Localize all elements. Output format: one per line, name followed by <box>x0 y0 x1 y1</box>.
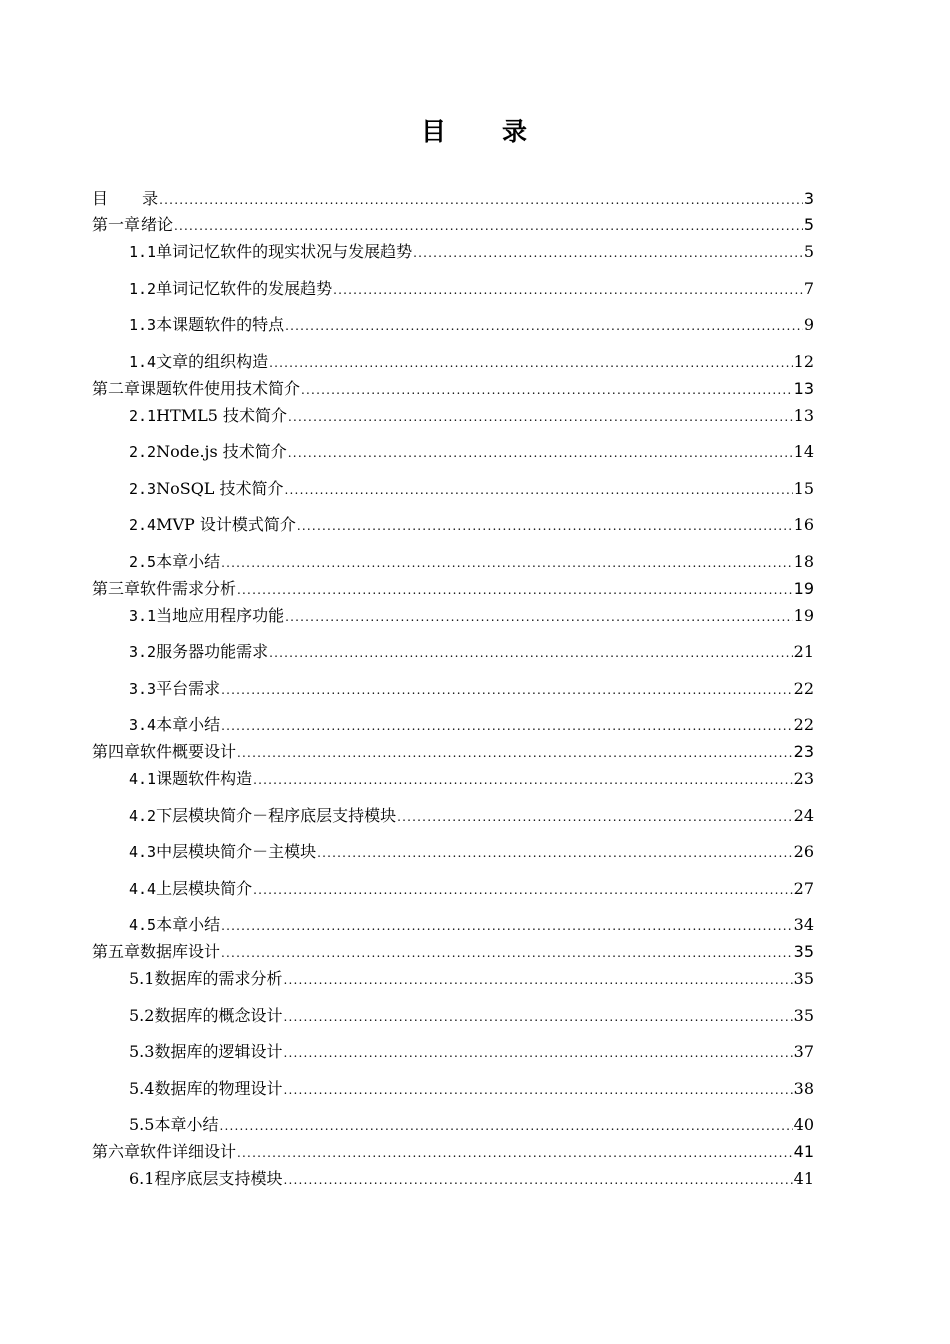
toc-entry-title: 课题软件使用技术简介 <box>140 378 301 398</box>
toc-section-number: 2.3 <box>129 479 157 498</box>
toc-section-number: 2.2 <box>129 443 157 461</box>
toc-dot-leader <box>269 639 793 667</box>
toc-page-number: 9 <box>803 315 814 334</box>
toc-page-number: 41 <box>793 1169 814 1188</box>
toc-entry-title: 服务器功能需求 <box>156 642 269 661</box>
table-of-contents <box>92 186 814 1193</box>
toc-page-number: 19 <box>793 578 814 598</box>
toc-section-number: 3.4 <box>129 716 157 734</box>
toc-section-number: 1.3 <box>129 316 157 334</box>
toc-page-number: 5 <box>803 215 814 234</box>
toc-dot-leader <box>159 187 803 213</box>
toc-page-number: 5 <box>803 242 814 261</box>
toc-dot-leader <box>288 403 793 431</box>
toc-section-number: 4.1 <box>129 770 157 788</box>
toc-page-number: 22 <box>793 678 814 698</box>
toc-page-number: 19 <box>793 605 814 625</box>
toc-dot-leader <box>285 312 803 340</box>
toc-section-entry[interactable] <box>92 602 814 639</box>
toc-dot-leader <box>317 839 793 867</box>
toc-section-entry[interactable] <box>92 402 814 439</box>
toc-entry-title: 本章小结 <box>156 915 221 934</box>
toc-dot-leader <box>253 876 793 904</box>
toc-entry-title: 本章小结 <box>156 715 221 734</box>
toc-entry-title: HTML5 技术简介 <box>156 405 287 425</box>
toc-section-number: 4.5 <box>129 916 157 934</box>
toc-section-number: 3.3 <box>129 679 157 698</box>
toc-entry-title: 录 <box>142 189 159 208</box>
toc-section-entry[interactable] <box>92 965 814 1002</box>
toc-dot-leader <box>174 213 803 239</box>
toc-chapter-entry[interactable] <box>92 1139 814 1165</box>
toc-entry-title: 程序底层支持模块 <box>154 1169 283 1188</box>
toc-page-number: 15 <box>793 478 814 498</box>
toc-section-entry[interactable] <box>92 875 814 912</box>
toc-entry-title: 下层模块简介－程序底层支持模块 <box>156 805 397 825</box>
toc-page-number: 13 <box>793 405 814 425</box>
toc-dot-leader <box>301 377 793 403</box>
toc-section-entry[interactable] <box>92 911 814 939</box>
toc-chapter-entry[interactable] <box>92 186 814 212</box>
toc-section-entry[interactable] <box>92 1165 814 1193</box>
toc-page-number: 26 <box>793 842 814 861</box>
toc-dot-leader <box>285 603 793 631</box>
toc-section-number: 5.2 <box>129 1005 155 1025</box>
toc-dot-leader <box>283 1166 792 1194</box>
toc-chapter-entry[interactable] <box>92 376 814 402</box>
toc-page-number: 22 <box>793 715 814 734</box>
toc-dot-leader <box>253 766 793 794</box>
toc-dot-leader <box>269 349 793 377</box>
toc-section-entry[interactable] <box>92 711 814 739</box>
toc-chapter-number: 第四章 <box>92 742 141 761</box>
toc-dot-leader <box>221 549 793 577</box>
toc-entry-title: 单词记忆软件的现实状况与发展趋势 <box>156 242 413 261</box>
toc-dot-leader <box>283 1039 792 1067</box>
toc-page-number: 40 <box>793 1115 814 1134</box>
toc-dot-leader <box>297 512 793 540</box>
toc-page-number: 13 <box>793 378 814 398</box>
toc-section-entry[interactable] <box>92 548 814 576</box>
toc-chapter-number: 第六章 <box>92 1142 141 1161</box>
toc-entry-title: 平台需求 <box>156 678 221 698</box>
toc-section-entry[interactable] <box>92 238 814 275</box>
toc-section-entry[interactable] <box>92 1002 814 1039</box>
toc-page-number: 23 <box>793 742 814 761</box>
toc-page-number: 35 <box>793 1005 814 1025</box>
toc-entry-title: 本章小结 <box>156 551 221 571</box>
toc-dot-leader <box>237 1140 793 1166</box>
toc-section-number: 5.3 <box>129 1042 155 1061</box>
toc-dot-leader <box>221 712 793 740</box>
toc-entry-title: NoSQL 技术简介 <box>156 478 284 498</box>
toc-section-entry[interactable] <box>92 511 814 548</box>
page-title: 目 录 <box>420 117 529 146</box>
toc-dot-leader <box>283 966 792 994</box>
toc-entry-title: 文章的组织构造 <box>156 351 269 371</box>
toc-page-number: 12 <box>793 351 814 371</box>
toc-entry-title: 数据库设计 <box>140 942 221 961</box>
toc-entry-title: 数据库的逻辑设计 <box>154 1042 283 1061</box>
toc-chapter-number: 第二章 <box>92 378 141 398</box>
toc-page-number: 16 <box>793 515 814 534</box>
toc-page-number: 14 <box>793 442 814 461</box>
toc-section-entry[interactable] <box>92 802 814 839</box>
toc-chapter-entry[interactable] <box>92 576 814 602</box>
toc-page-number: 41 <box>793 1142 814 1161</box>
toc-section-entry[interactable] <box>92 675 814 712</box>
toc-entry-title: 单词记忆软件的发展趋势 <box>156 278 333 298</box>
toc-section-number: 1.1 <box>129 243 157 261</box>
toc-section-number: 2.1 <box>129 406 157 425</box>
toc-page-number: 23 <box>793 769 814 788</box>
toc-entry-title: MVP 设计模式简介 <box>156 515 296 534</box>
toc-section-number: 5.1 <box>129 969 155 988</box>
toc-page-number: 35 <box>793 969 814 988</box>
toc-section-number: 2.5 <box>129 552 157 571</box>
toc-entry-title: 中层模块简介－主模块 <box>156 842 317 861</box>
toc-dot-leader <box>283 1076 792 1104</box>
toc-section-number: 1.2 <box>129 279 157 298</box>
toc-section-number: 4.4 <box>129 879 157 898</box>
toc-section-entry[interactable] <box>92 1111 814 1139</box>
toc-section-entry[interactable] <box>92 275 814 312</box>
toc-entry-title: 数据库的物理设计 <box>154 1078 283 1098</box>
toc-chapter-number: 第一章 <box>92 215 141 234</box>
toc-dot-leader <box>221 676 793 704</box>
toc-dot-leader <box>237 740 793 766</box>
toc-dot-leader <box>288 439 793 467</box>
toc-section-number: 2.4 <box>129 516 157 534</box>
toc-page-number: 24 <box>793 805 814 825</box>
toc-chapter-entry[interactable] <box>92 739 814 765</box>
toc-section-entry[interactable] <box>92 348 814 376</box>
toc-section-entry[interactable] <box>92 438 814 475</box>
toc-dot-leader <box>413 239 803 267</box>
toc-page-number: 35 <box>793 942 814 961</box>
toc-page-number: 7 <box>803 278 814 298</box>
toc-section-number: 4.3 <box>129 843 157 861</box>
toc-section-number: 5.4 <box>129 1078 155 1098</box>
toc-dot-leader <box>221 912 793 940</box>
toc-dot-leader <box>221 940 793 966</box>
toc-page-number: 27 <box>793 878 814 898</box>
toc-entry-title: 软件概要设计 <box>140 742 237 761</box>
toc-section-entry[interactable] <box>92 638 814 675</box>
toc-section-entry[interactable] <box>92 475 814 512</box>
toc-entry-title: 软件详细设计 <box>140 1142 237 1161</box>
toc-chapter-number: 第三章 <box>92 578 141 598</box>
toc-dot-leader <box>285 476 793 504</box>
toc-entry-title: 课题软件构造 <box>156 769 253 788</box>
toc-entry-title: 当地应用程序功能 <box>156 605 285 625</box>
toc-dot-leader <box>237 577 793 603</box>
toc-dot-leader <box>283 1003 792 1031</box>
toc-dot-leader <box>397 803 793 831</box>
toc-entry-title: 本章小结 <box>154 1115 219 1134</box>
toc-section-entry[interactable] <box>92 1075 814 1112</box>
toc-section-number: 3.1 <box>129 606 157 625</box>
toc-page-number: 37 <box>793 1042 814 1061</box>
toc-entry-title: 数据库的概念设计 <box>154 1005 283 1025</box>
toc-section-number: 4.2 <box>129 806 157 825</box>
toc-entry-title: 软件需求分析 <box>140 578 237 598</box>
toc-entry-title: 上层模块简介 <box>156 878 253 898</box>
toc-chapter-entry[interactable] <box>92 939 814 965</box>
toc-chapter-number: 第五章 <box>92 942 141 961</box>
toc-page-number: 3 <box>803 189 814 208</box>
toc-section-entry[interactable] <box>92 1038 814 1075</box>
toc-section-number: 6.1 <box>129 1169 155 1188</box>
toc-page-number: 38 <box>793 1078 814 1098</box>
toc-dot-leader <box>219 1112 792 1140</box>
toc-entry-title: 数据库的需求分析 <box>154 969 283 988</box>
toc-entry-title: 绪论 <box>140 215 173 234</box>
toc-dot-leader <box>333 276 803 304</box>
toc-section-entry[interactable] <box>92 765 814 802</box>
toc-section-number: 3.2 <box>129 643 157 661</box>
toc-section-entry[interactable] <box>92 311 814 348</box>
toc-chapter-number: 目 <box>92 189 109 208</box>
toc-entry-title: Node.js 技术简介 <box>156 442 287 461</box>
toc-page-number: 18 <box>793 551 814 571</box>
toc-entry-title: 本课题软件的特点 <box>156 315 285 334</box>
toc-page-number: 34 <box>793 915 814 934</box>
toc-page-number: 21 <box>793 642 814 661</box>
toc-chapter-entry[interactable] <box>92 212 814 238</box>
toc-section-number: 1.4 <box>129 352 157 371</box>
toc-section-number: 5.5 <box>129 1115 155 1134</box>
toc-section-entry[interactable] <box>92 838 814 875</box>
